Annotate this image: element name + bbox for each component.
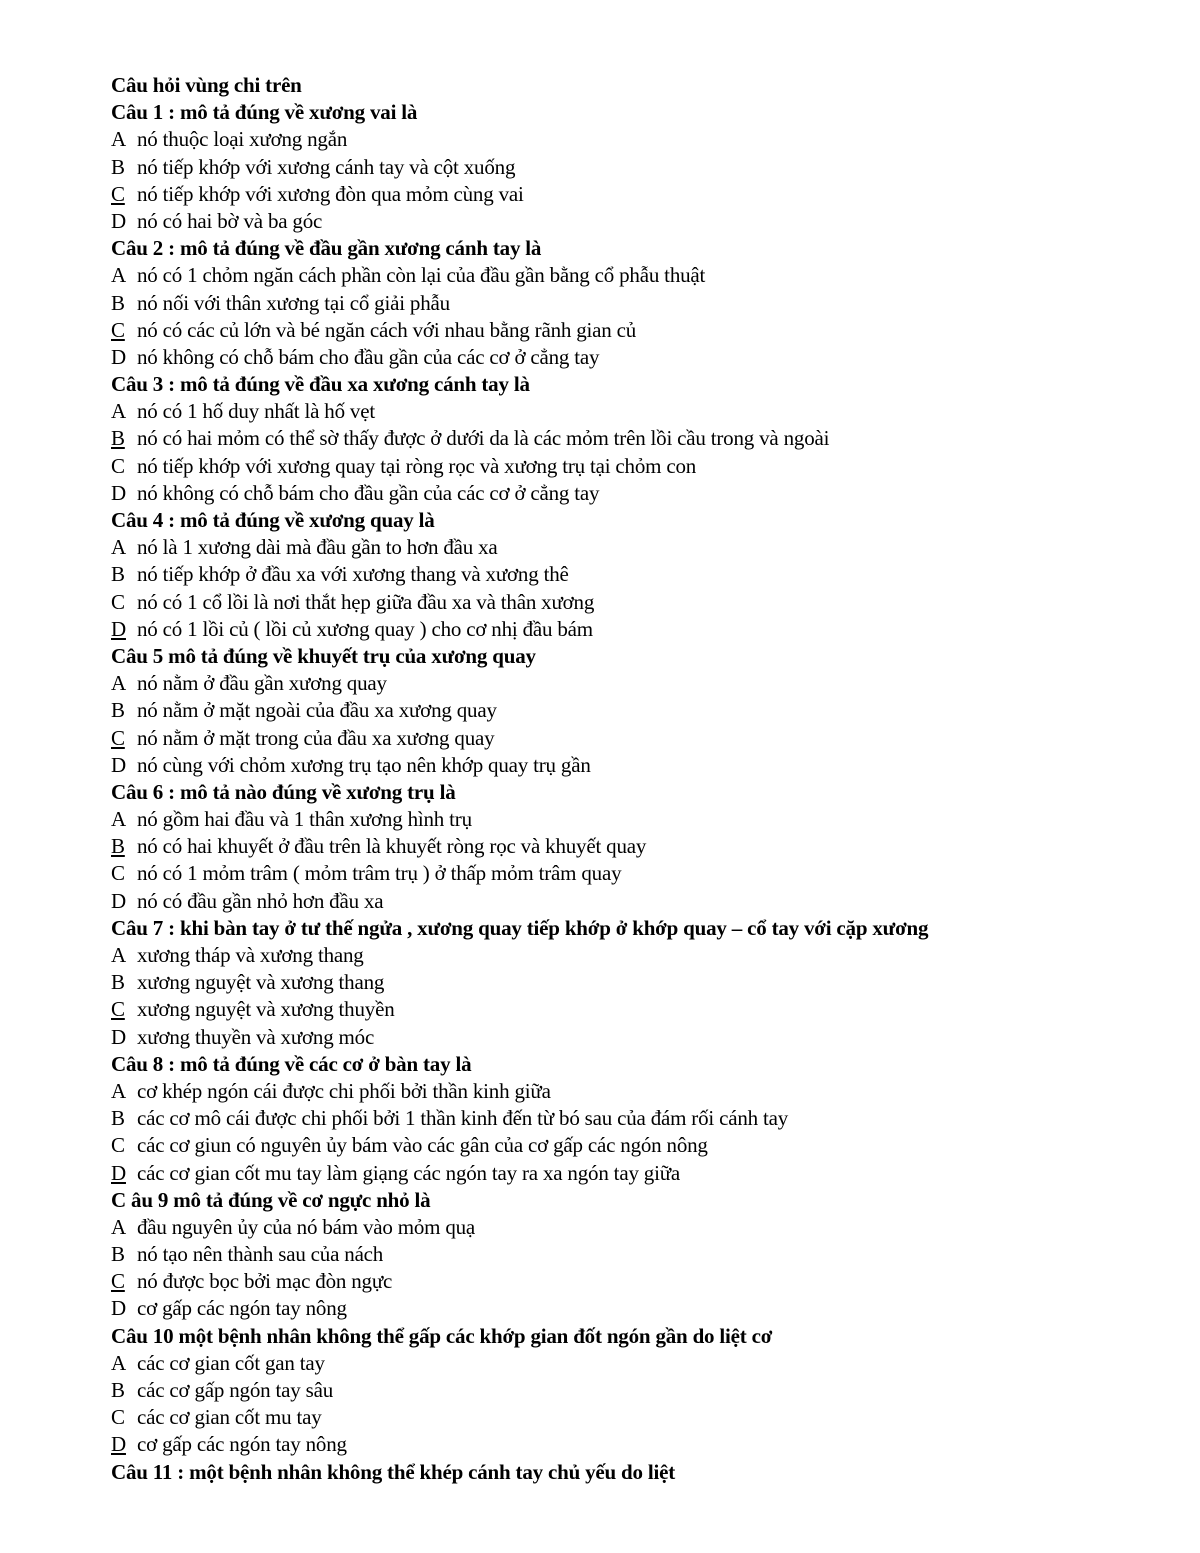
option-text: nó nối với thân xương tại cổ giải phẫu [137, 290, 450, 315]
option-text: nó không có chỗ bám cho đầu gần của các cơ ở cẳng tay [137, 344, 600, 369]
answer-option [111, 398, 1181, 425]
option-letter: D [111, 208, 126, 233]
answer-option [111, 1214, 1181, 1241]
question-heading: Câu 5 mô tả đúng về khuyết trụ của xương quay [111, 643, 536, 668]
option-text: các cơ gian cốt mu tay làm giạng các ngón tay ra xa ngón tay giữa [137, 1160, 681, 1185]
correct-option-letter: B [111, 426, 125, 451]
option-letter: B [111, 562, 125, 587]
answer-option [111, 697, 1181, 724]
answer-option [111, 1078, 1181, 1105]
answer-option [111, 752, 1181, 779]
option-text: nó gồm hai đầu và 1 thân xương hình trụ [137, 807, 472, 832]
answer-option [111, 1241, 1181, 1268]
correct-option-letter: D [111, 616, 126, 641]
option-letter: A [111, 943, 126, 967]
question-heading: Câu 7 : khi bàn tay ở tư thế ngửa , xương quay tiếp khớp ở khớp quay – cổ tay với cặp xương [111, 915, 929, 940]
answer-option [111, 1377, 1181, 1404]
option-letter: C [111, 1133, 125, 1158]
option-text: nó tiếp khớp với xương đòn qua mỏm cùng vai [137, 181, 524, 206]
option-text: nó có hai bờ và ba góc [137, 208, 323, 233]
option-letter: D [111, 1296, 126, 1321]
option-letter: C [111, 589, 125, 614]
option-letter: A [111, 1214, 126, 1239]
option-text: xương nguyệt và xương thang [137, 970, 385, 995]
answer-option [111, 1024, 1181, 1051]
correct-option-letter: D [111, 1432, 126, 1457]
answer-option [111, 344, 1181, 371]
option-text: xương nguyệt và xương thuyền [137, 997, 395, 1022]
option-text: nó có 1 cổ lồi là nơi thắt hẹp giữa đầu xa và thân xương [137, 589, 595, 614]
option-text: nó nằm ở đầu gần xương quay [137, 671, 387, 696]
question-heading: Câu 11 : một bệnh nhân không thể khép cánh tay chủ yếu do liệt [111, 1459, 676, 1484]
option-text: xương tháp và xương thang [137, 943, 364, 967]
option-text: nó có hai mỏm có thể sờ thấy được ở dưới da là các mỏm trên lồi cầu trong và ngoài [137, 426, 830, 451]
option-letter: B [111, 970, 125, 995]
option-text: nó có 1 hố duy nhất là hố vẹt [137, 399, 375, 424]
question-heading: Câu 3 : mô tả đúng về đầu xa xương cánh tay là [111, 372, 530, 397]
option-text: nó được bọc bởi mạc đòn ngực [137, 1269, 393, 1294]
answer-option [111, 1431, 1181, 1458]
question-heading: Câu 6 : mô tả nào đúng về xương trụ là [111, 779, 456, 804]
answer-option [111, 942, 1181, 969]
option-text: nó tiếp khớp với xương quay tại ròng rọc và xương trụ tại chỏm con [137, 453, 697, 478]
option-text: nó tạo nên thành sau của nách [137, 1242, 384, 1267]
answer-option [111, 1105, 1181, 1132]
option-text: nó có các củ lớn và bé ngăn cách với nhau bằng rãnh gian củ [137, 317, 637, 342]
option-letter: D [111, 752, 126, 777]
correct-option-letter: C [111, 181, 125, 206]
option-letter: B [111, 154, 125, 179]
option-text: nó là 1 xương dài mà đầu gần to hơn đầu xa [137, 535, 498, 560]
answer-option [111, 589, 1181, 616]
option-letter: B [111, 290, 125, 315]
option-text: cơ gấp các ngón tay nông [137, 1296, 347, 1321]
option-text: các cơ mô cái được chi phối bởi 1 thần kinh đến từ bó sau của đám rối cánh tay [137, 1106, 789, 1131]
option-letter: A [111, 127, 126, 152]
document-title: Câu hỏi vùng chi trên [111, 73, 302, 97]
option-text: các cơ gấp ngón tay sâu [137, 1378, 334, 1402]
answer-option [111, 670, 1181, 697]
correct-option-letter: C [111, 1269, 125, 1294]
answer-option [111, 725, 1181, 752]
question-heading: Câu 10 một bệnh nhân không thể gấp các khớp gian đốt ngón gần do liệt cơ [111, 1323, 773, 1348]
answer-option [111, 154, 1181, 181]
answer-option [111, 534, 1181, 561]
correct-option-letter: C [111, 997, 125, 1022]
correct-option-letter: C [111, 725, 125, 750]
option-letter: C [111, 453, 125, 478]
answer-option [111, 1160, 1181, 1187]
option-letter: B [111, 698, 125, 723]
answer-option [111, 996, 1181, 1023]
answer-option [111, 126, 1181, 153]
option-letter: C [111, 1405, 125, 1430]
option-letter: B [111, 1242, 125, 1267]
option-text: các cơ gian cốt mu tay [137, 1405, 322, 1430]
answer-option [111, 1132, 1181, 1159]
option-letter: B [111, 1378, 125, 1402]
answer-option [111, 181, 1181, 208]
question-heading: Câu 1 : mô tả đúng về xương vai là [111, 100, 418, 125]
option-letter: D [111, 480, 126, 505]
option-text: nó nằm ở mặt trong của đầu xa xương quay [137, 725, 495, 750]
option-text: các cơ giun có nguyên ủy bám vào các gân của cơ gấp các ngón nông [137, 1133, 708, 1158]
option-text: nó có đầu gần nhỏ hơn đầu xa [137, 888, 384, 913]
correct-option-letter: C [111, 317, 125, 342]
question-heading: C âu 9 mô tả đúng về cơ ngực nhỏ là [111, 1187, 431, 1212]
answer-option [111, 290, 1181, 317]
question-heading: Câu 2 : mô tả đúng về đầu gần xương cánh tay là [111, 236, 542, 261]
correct-option-letter: B [111, 834, 125, 859]
correct-option-letter: D [111, 1160, 126, 1185]
answer-option [111, 425, 1181, 452]
option-text: nó tiếp khớp ở đầu xa với xương thang và xương thê [137, 562, 569, 587]
answer-option [111, 969, 1181, 996]
option-text: nó có hai khuyết ở đầu trên là khuyết ròng rọc và khuyết quay [137, 834, 647, 859]
answer-option [111, 453, 1181, 480]
answer-option [111, 1268, 1181, 1295]
option-letter: B [111, 1106, 125, 1131]
question-heading: Câu 4 : mô tả đúng về xương quay là [111, 508, 435, 532]
answer-option [111, 806, 1181, 833]
option-letter: A [111, 1078, 126, 1103]
option-text: các cơ gian cốt gan tay [137, 1350, 325, 1375]
option-text: nó tiếp khớp với xương cánh tay và cột xuống [137, 154, 516, 179]
option-text: nó không có chỗ bám cho đầu gần của các cơ ở cẳng tay [137, 480, 600, 505]
answer-option [111, 262, 1181, 289]
answer-option [111, 888, 1181, 915]
option-letter: A [111, 535, 126, 560]
answer-option [111, 860, 1181, 887]
answer-option [111, 1295, 1181, 1322]
option-text: nó có 1 mỏm trâm ( mỏm trâm trụ ) ở thấp mỏm trâm quay [137, 861, 622, 886]
question-heading: Câu 8 : mô tả đúng về các cơ ở bàn tay là [111, 1051, 472, 1076]
option-letter: A [111, 807, 126, 832]
option-text: xương thuyền và xương móc [137, 1024, 375, 1049]
answer-option [111, 208, 1181, 235]
option-letter: A [111, 263, 126, 288]
option-text: nó cùng với chỏm xương trụ tạo nên khớp quay trụ gần [137, 752, 591, 777]
option-letter: C [111, 861, 125, 886]
option-text: nó có 1 chỏm ngăn cách phần còn lại của đầu gần bằng cổ phẫu thuật [137, 263, 706, 288]
answer-option [111, 616, 1181, 643]
document-body [111, 72, 1181, 1486]
option-text: đầu nguyên ủy của nó bám vào mỏm quạ [137, 1214, 476, 1239]
answer-option [111, 561, 1181, 588]
option-letter: A [111, 671, 126, 696]
answer-option [111, 1404, 1181, 1431]
question-list [111, 99, 1181, 1486]
answer-option [111, 1350, 1181, 1377]
option-text: cơ khép ngón cái được chi phối bởi thần kinh giữa [137, 1078, 551, 1103]
option-letter: D [111, 1024, 126, 1049]
answer-option [111, 317, 1181, 344]
option-letter: D [111, 888, 126, 913]
option-text: nó nằm ở mặt ngoài của đầu xa xương quay [137, 698, 497, 723]
option-text: nó thuộc loại xương ngắn [137, 127, 348, 152]
answer-option [111, 833, 1181, 860]
option-letter: A [111, 1350, 126, 1375]
option-text: cơ gấp các ngón tay nông [137, 1432, 347, 1457]
answer-option [111, 480, 1181, 507]
option-text: nó có 1 lồi củ ( lồi củ xương quay ) cho cơ nhị đầu bám [137, 616, 593, 641]
option-letter: A [111, 399, 126, 424]
option-letter: D [111, 344, 126, 369]
